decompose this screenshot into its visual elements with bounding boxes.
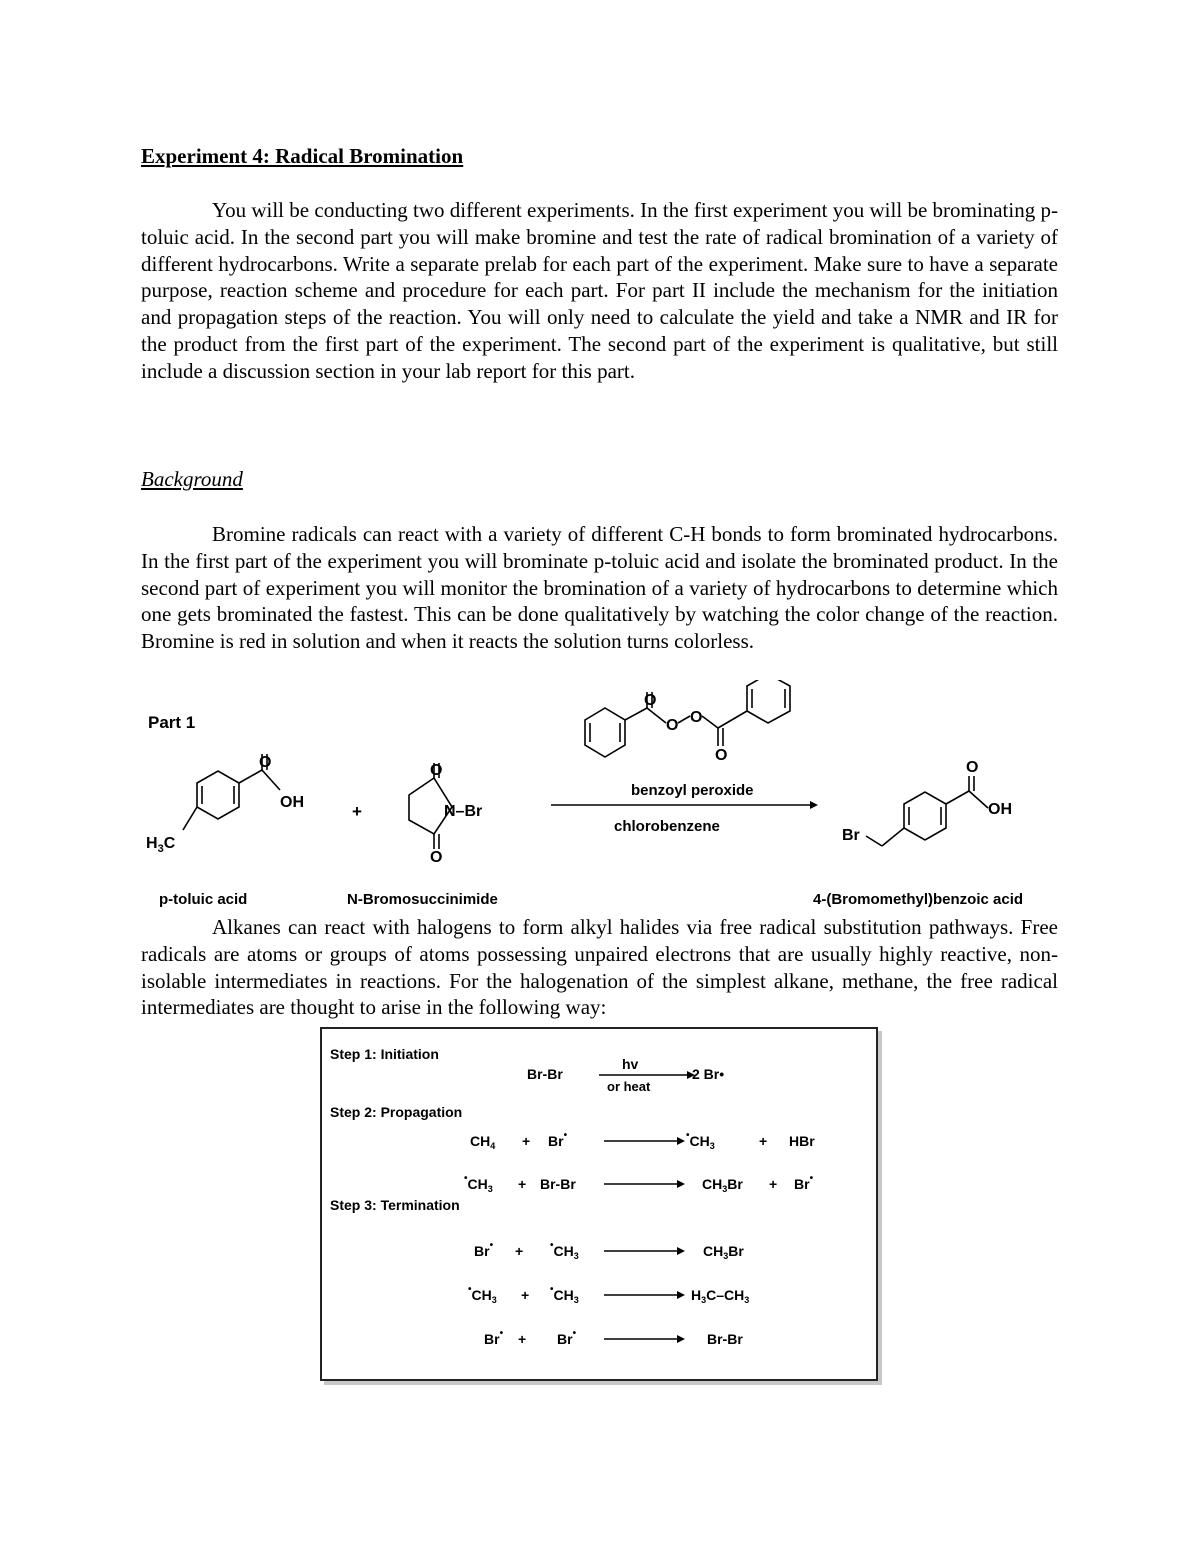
plus-sign: + (352, 802, 362, 821)
term1-ch3-radical: $^•CH_3$ (550, 1240, 579, 1261)
reagent-above: benzoyl peroxide (631, 782, 754, 799)
term2-ethane: $H_3C-CH_3$ (691, 1287, 750, 1305)
intro-paragraph: You will be conducting two different experiments. In the first experiment you will be brominating p-toluic acid. In the second part you will make bromine and test the rate of radical bromination of a variety of different hydrocarbons. Write a separate prelab for each part of the experiment. Make sure to have a separate purpose, reaction scheme and procedure for each part. For part II include the mechanism for the initiation and propagation steps of the reaction. You will only need to calculate the yield and take a NMR and IR for the product from the first part of the experiment. The second part of the experiment is qualitative, but still include a discussion section in your lab report for this part. (141, 198, 1058, 383)
mechanism-diagram (322, 1029, 876, 1379)
toluic-o: O (259, 754, 272, 771)
term1-product: $CH_3Br$ (703, 1243, 744, 1261)
term2-plus: + (521, 1287, 530, 1303)
step1-label: Step 1: Initiation (330, 1046, 439, 1062)
init-product: 2 Br• (692, 1066, 725, 1082)
prop1-ch4: $CH_4$ (470, 1133, 496, 1151)
prop1-ch3-radical: $^•CH_3$ (686, 1130, 715, 1151)
init-above: hv (622, 1056, 639, 1072)
step2-label: Step 2: Propagation (330, 1104, 463, 1120)
product-name: 4-(Bromomethyl)benzoic acid (813, 891, 1024, 908)
term2-ch3-radical-b: $^•CH_3$ (550, 1284, 579, 1305)
background-heading: Background (141, 467, 243, 491)
peroxide-o1: O (666, 717, 679, 734)
nbs-n-br: N–Br (444, 803, 483, 820)
reagent-below: chlorobenzene (614, 818, 720, 835)
peroxide-o2: O (690, 709, 703, 726)
term3-product: Br-Br (707, 1331, 743, 1347)
prop2-plus1: + (518, 1176, 527, 1192)
product-oh: OH (988, 801, 1012, 818)
part-label: Part 1 (148, 713, 196, 732)
prop2-brbr: Br-Br (540, 1176, 576, 1192)
reaction-scheme (0, 680, 1200, 912)
nbs-o-top: O (430, 762, 443, 779)
peroxide-o-top: O (644, 692, 657, 709)
toluic-methyl: $H_3C$ (146, 835, 176, 855)
alkanes-paragraph: Alkanes can react with halogens to form alkyl halides via free radical substitution pathways. Free radicals are atoms or groups of atoms possessing unpaired electrons that are usually highly reactive, non-isolable intermediates in reactions. For the halogenation of the simplest alkane, methane, the free radical intermediates are thought to arise in the following way: (141, 915, 1058, 1020)
prop2-br-radical: Br• (794, 1173, 814, 1192)
term3-plus: + (518, 1331, 527, 1347)
init-reactant: Br-Br (527, 1066, 563, 1082)
product-o: O (966, 759, 979, 776)
term1-br-radical: Br• (474, 1240, 494, 1259)
prop1-plus2: + (759, 1133, 768, 1149)
reactant1-name: p-toluic acid (159, 891, 248, 908)
reactant2-name: N-Bromosuccinimide (347, 891, 498, 908)
prop2-ch3br: $CH_3Br$ (702, 1176, 743, 1194)
term2-ch3-radical-a: $^•CH_3$ (468, 1284, 497, 1305)
term3-br-radical-a: Br• (484, 1328, 504, 1347)
term1-plus: + (515, 1243, 524, 1259)
mechanism-box (320, 1027, 878, 1381)
toluic-oh: OH (280, 794, 304, 811)
prop1-plus1: + (522, 1133, 531, 1149)
prop1-hbr: HBr (789, 1133, 815, 1149)
step3-label: Step 3: Termination (330, 1197, 460, 1213)
init-below: or heat (607, 1079, 651, 1094)
nbs-o-bottom: O (430, 849, 443, 866)
term3-br-radical-b: Br• (557, 1328, 577, 1347)
product-br: Br (842, 827, 860, 844)
prop2-plus2: + (769, 1176, 778, 1192)
background-paragraph: Bromine radicals can react with a variety of different C-H bonds to form brominated hydrocarbons. In the first part of the experiment you will brominate p-toluic acid and isolate the brominated product. In the second part of experiment you will monitor the bromination of a variety of hydrocarbons to determine which one gets brominated the fastest. This can be done qualitatively by watching the color change of the reaction. Bromine is red in solution and when it reacts the solution turns colorless. (141, 522, 1058, 654)
peroxide-o-bottom: O (715, 747, 728, 764)
prop2-ch3-radical: $^•CH_3$ (464, 1173, 493, 1194)
prop1-br-radical: Br• (548, 1130, 568, 1149)
page-title: Experiment 4: Radical Bromination (141, 144, 464, 168)
